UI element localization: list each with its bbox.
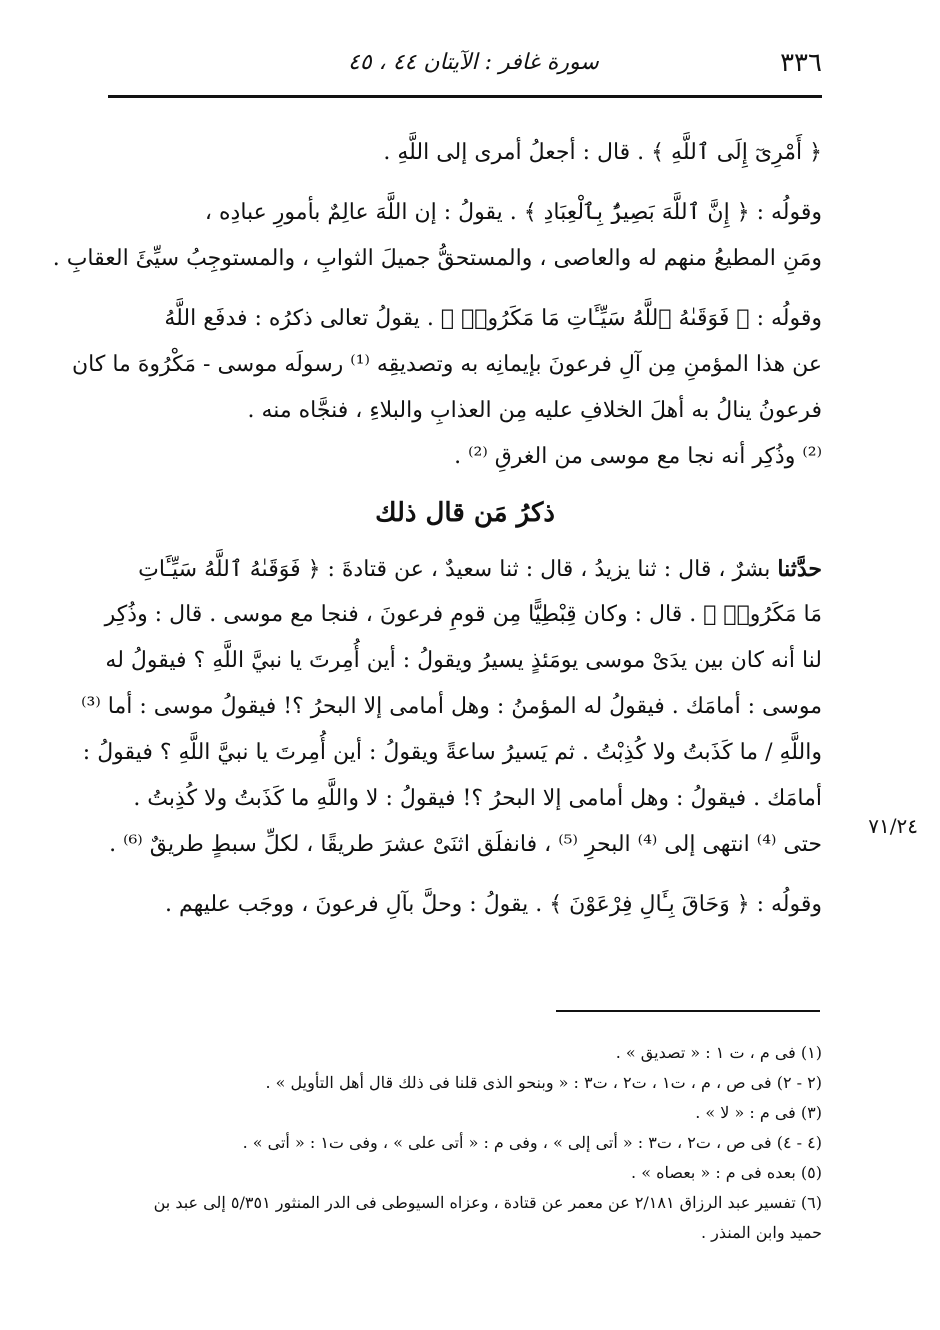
narration-line: حتى ⁽⁴⁾ انتهى إلى ⁽⁴⁾ البحرِ ⁽⁵⁾ ، فانفلَق اثنَىْ عشرَ طريقًا ، لكلِّ سبطٍ طريقٌ ⁽⁶⁾ . [109,832,822,857]
margin-reference: ٧١/٢٤ [868,814,918,838]
footnote: (٢ - ٢) فى ص ، م ، ت١ ، ت٢ ، ت٣ : « وبنحو الذى قلنا فى ذلك قال أهل التأويل » . [265,1073,822,1092]
narration-line: واللَّهِ / ما كَذَبتُ ولا كُذِبْتُ . ثم يَسيرُ ساعةً ويقولُ : أين أُمِرتَ يا نبيَّ اللَّهِ ؟ فيقولُ : [82,740,822,765]
text-line: وقولُه : ﴿ فَوَقَىٰهُ ٱللَّهُ سَيِّـَٔاتِ مَا مَكَرُوا۟ ﴾ . يقولُ تعالى ذكرُه : فدفَع اللَّهُ [164,306,822,331]
footnote-rule [556,1010,820,1012]
closing-line: وقولُه : ﴿ وَحَاقَ بِـَٔالِ فِرْعَوْنَ ﴾ . يقولُ : وحلَّ بآلِ فرعونَ ، ووجَب عليهم . [164,892,822,917]
narration-line: موسى : أمامَك . فيقولُ له المؤمنُ : وهل أمامى إلا البحرُ ؟! فيقولُ موسى : أما ⁽³⁾ [81,694,822,719]
text-line: ومَنِ المطيعُ منهم له والعاصى ، والمستحقُّ جميلَ الثوابِ ، والمستوجِبُ سيِّئَ العقابِ . [52,246,822,271]
section-heading: ذكرُ مَن قال ذلك [375,498,555,528]
text-line: ⁽²⁾ وذُكِر أنه نجا مع موسى من الغرقِ ⁽²⁾ . [454,444,822,469]
page-number: ٣٣٦ [780,48,822,78]
narration-line-text: بشرٌ ، قال : ثنا يزيدُ ، قال : ثنا سعيدٌ ، عن قتادةَ : ﴿ فَوَقَىٰهُ ٱللَّهُ سَيِّـَٔاتِ [138,557,771,582]
text-line: فرعونُ ينالُ به أهلَ الخلافِ عليه مِن العذابِ والبلاءِ ، فنجَّاه منه . [247,398,822,423]
footnote: (١) فى م ، ت ١ : « تصديق » . [615,1043,822,1062]
narration-opening-word: حدَّثنا [777,556,822,582]
running-title: سورة غافر : الآيتان ٤٤ ، ٤٥ [348,50,599,75]
footnote: (٣) فى م : « لا » . [695,1103,822,1122]
footnote: (٦) تفسير عبد الرزاق ٢/١٨١ عن معمر عن قتادة ، وعزاه السيوطى فى الدر المنثور ٥/٣٥١ إلى عبد بن [153,1193,822,1212]
narration-line: أمامَك . فيقولُ : وهل أمامى إلا البحرُ ؟! فيقولُ : لا واللَّهِ ما كَذَبتُ ولا كُذِبتُ . [133,786,822,811]
narration-line: لنا أنه كان بين يدَىْ موسى يومَئذٍ يسيرُ ويقولُ : أين أُمِرتَ يا نبيَّ اللَّهِ ؟ فيقولُ له [105,648,822,673]
text-line: وقولُه : ﴿ إِنَّ ٱللَّهَ بَصِيرٌۢ بِٱلْعِبَادِ ﴾ . يقولُ : إن اللَّهَ عالِمٌ بأمورِ عبادِه ، [204,200,822,225]
text-line: عن هذا المؤمنِ مِن آلِ فرعونَ بإيمانِه به وتصديقِه ⁽¹⁾ رسولَه موسى - مَكْرُوهَ ما كان [72,352,822,377]
main-text [52,130,822,928]
footnote: (٥) بعده فى م : « بعصاه » . [631,1163,822,1182]
footnote: (٤ - ٤) فى ص ، ت٢ ، ت٣ : « أتى إلى » ، وفى م : « أتى على » ، وفى ت١ : « أتى » . [242,1133,822,1152]
narration-line: مَا مَكَرُوا۟ ﴾ . قال : وكان قِبْطِيًّا مِن قومِ فرعونَ ، فنجا مع موسى . قال : وذُكِر [104,602,822,627]
narration-line [108,546,822,592]
header-rule [108,95,822,98]
text-line: ﴿ أَمْرِىٓ إِلَى ٱللَّهِ ﴾ . قال : أجعلُ أمرى إلى اللَّهِ . [383,140,822,165]
footnote-continuation: حميد وابن المنذر . [700,1223,822,1242]
footnotes [108,1038,822,1248]
page-header [108,46,822,86]
